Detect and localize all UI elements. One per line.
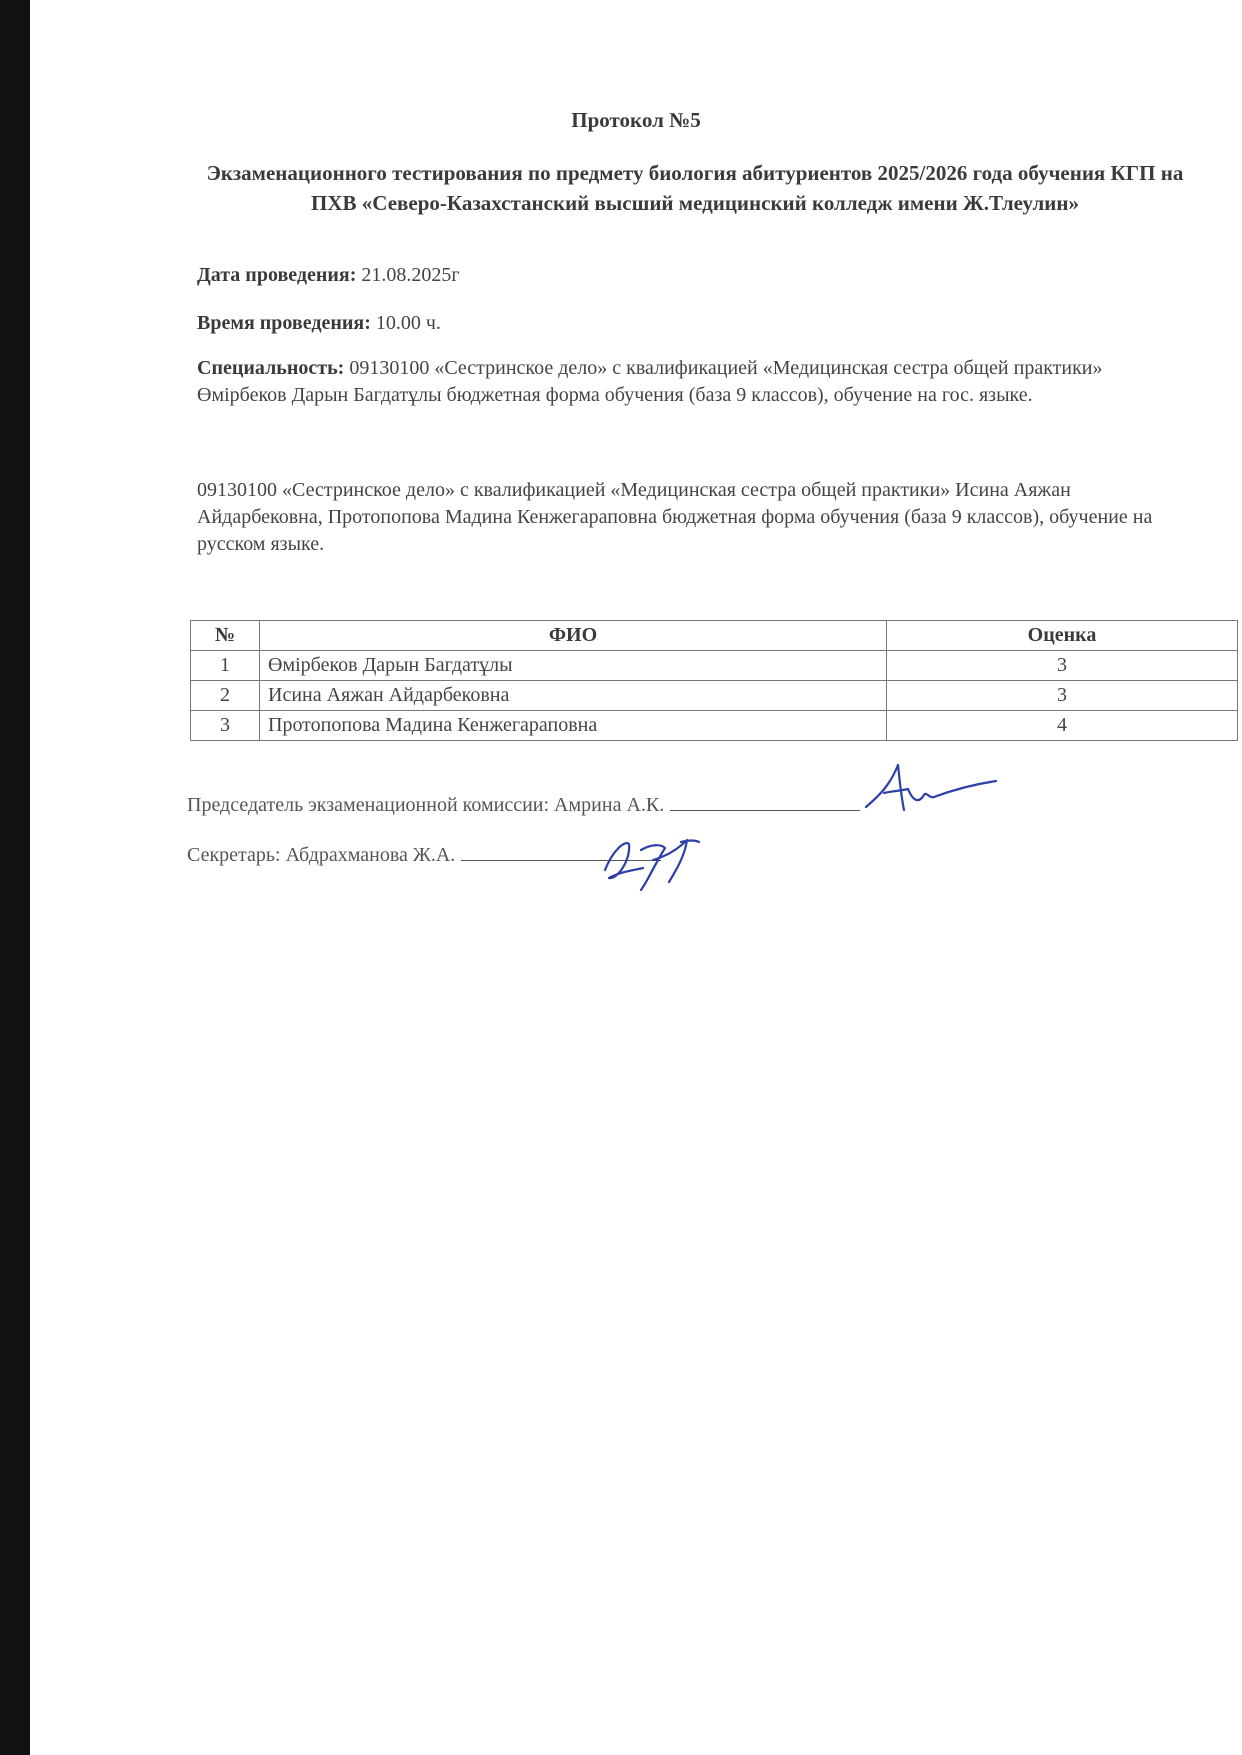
row-num: 2 bbox=[191, 681, 260, 711]
time-field bbox=[197, 310, 1187, 337]
secretary-signature-line bbox=[187, 842, 661, 867]
row-grade: 3 bbox=[887, 651, 1238, 681]
results-table bbox=[190, 620, 1238, 741]
specialty-second-paragraph: 09130100 «Сестринское дело» с квалификацией «Медицинская сестра общей практики» Исина Аяжан Айдарбековна, Протопопова Мадина Кенжегараповна бюджетная форма обучения (база 9 классов), обучение на русском языке. bbox=[197, 479, 1153, 555]
table-row bbox=[191, 711, 1238, 741]
row-name: Өмірбеков Дарын Багдатұлы bbox=[260, 651, 887, 681]
time-value: 10.00 ч. bbox=[370, 312, 441, 334]
header-num: № bbox=[191, 621, 260, 651]
secretary-handwritten-signature-icon bbox=[595, 830, 705, 900]
header-grade: Оценка bbox=[887, 621, 1238, 651]
chair-label: Председатель экзаменационной комиссии: Амрина А.К. bbox=[187, 794, 665, 816]
scan-edge bbox=[0, 0, 30, 1755]
row-name: Исина Аяжан Айдарбековна bbox=[260, 681, 887, 711]
row-name: Протопопова Мадина Кенжегараповна bbox=[260, 711, 887, 741]
chair-signature-line bbox=[187, 792, 860, 817]
document-subtitle: Экзаменационного тестирования по предмету биология абитуриентов 2025/2026 года обучения КГП на ПХВ «Северо-Казахстанский высший медицинский колледж имени Ж.Тлеулин» bbox=[206, 161, 1184, 215]
document-title: Протокол №5 bbox=[571, 108, 701, 132]
time-label: Время проведения: bbox=[197, 312, 371, 334]
document-page bbox=[30, 0, 1242, 1755]
row-num: 3 bbox=[191, 711, 260, 741]
secretary-label: Секретарь: Абдрахманова Ж.А. bbox=[187, 844, 456, 866]
row-num: 1 bbox=[191, 651, 260, 681]
table-row bbox=[191, 651, 1238, 681]
chair-underline bbox=[670, 792, 860, 811]
table-row bbox=[191, 681, 1238, 711]
specialty-label: Специальность: bbox=[197, 357, 345, 379]
specialty-value: 09130100 «Сестринское дело» с квалификацией «Медицинская сестра общей практики» Өмірбеков Дарын Багдатұлы бюджетная форма обучения (база 9 классов), обучение на гос. языке. bbox=[197, 357, 1103, 406]
specialty-field bbox=[197, 355, 1187, 409]
date-label: Дата проведения: bbox=[197, 264, 357, 286]
header-name: ФИО bbox=[260, 621, 887, 651]
chair-handwritten-signature-icon bbox=[860, 755, 1000, 825]
date-value: 21.08.2025г bbox=[356, 264, 460, 286]
row-grade: 4 bbox=[887, 711, 1238, 741]
row-grade: 3 bbox=[887, 681, 1238, 711]
table-header-row bbox=[191, 621, 1238, 651]
date-field bbox=[197, 262, 1187, 289]
